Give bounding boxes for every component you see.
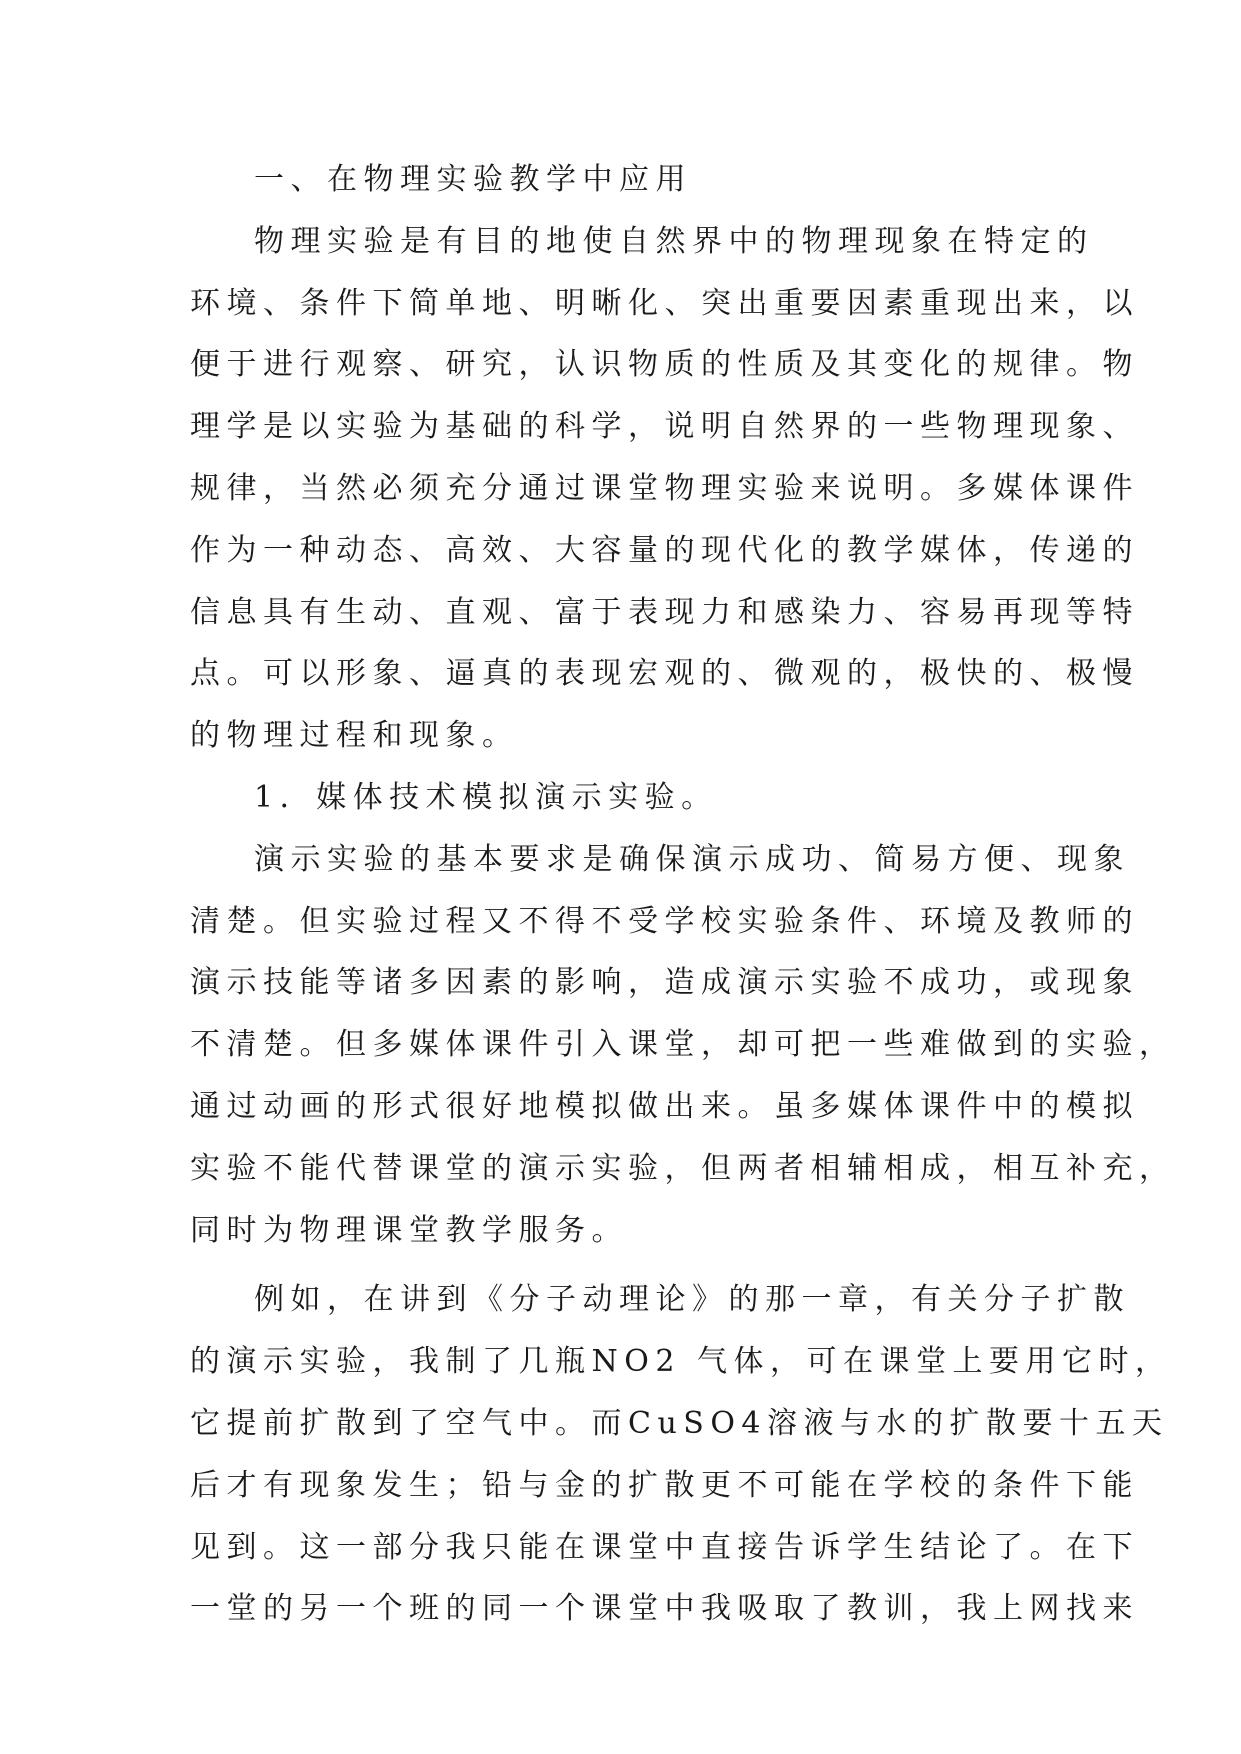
paragraph-line: 理学是以实验为基础的科学，说明自然界的一些物理现象、 <box>190 409 1139 445</box>
paragraph-line: 点。可以形象、逼真的表现宏观的、微观的，极快的、极慢 <box>190 656 1139 692</box>
paragraph-line: 见到。这一部分我只能在课堂中直接告诉学生结论了。在下 <box>190 1529 1139 1565</box>
paragraph-line: 的演示实验，我制了几瓶NO2 气体，可在课堂上要用它时， <box>190 1344 1172 1380</box>
paragraph-demo-experiment <box>190 840 1176 1273</box>
paragraph-line: 同时为物理课堂教学服务。 <box>190 1212 628 1248</box>
paragraph-gap <box>190 1272 1052 1280</box>
paragraph-line: 一堂的另一个班的同一个课堂中我吸取了教训，我上网找来 <box>190 1591 1139 1627</box>
paragraph-example <box>190 1280 1172 1651</box>
paragraph-physics-experiment <box>190 222 1139 778</box>
paragraph-line: 的物理过程和现象。 <box>190 718 519 754</box>
paragraph-line: 物理实验是有目的地使自然界中的物理现象在特定的 <box>254 223 1094 259</box>
section-heading: 一、在物理实验教学中应用 <box>254 162 692 197</box>
paragraph-line: 清楚。但实验过程又不得不受学校实验条件、环境及教师的 <box>190 903 1139 939</box>
paragraph-line: 演示技能等诸多因素的影响，造成演示实验不成功，或现象 <box>190 965 1139 1001</box>
paragraph-line: 环境、条件下简单地、明晰化、突出重要因素重现出来，以 <box>190 285 1139 321</box>
paragraph-line: 后才有现象发生；铅与金的扩散更不可能在学校的条件下能 <box>190 1467 1139 1503</box>
paragraph-line: 信息具有生动、直观、富于表现力和感染力、容易再现等特 <box>190 594 1139 630</box>
document-body <box>190 160 1176 1651</box>
paragraph-line: 不清楚。但多媒体课件引入课堂，却可把一些难做到的实验， <box>190 1027 1176 1063</box>
paragraph-line: 演示实验的基本要求是确保演示成功、简易方便、现象 <box>254 841 1130 877</box>
paragraph-line: 它提前扩散到了空气中。而CuSO4溶液与水的扩散要十五天 <box>190 1405 1169 1441</box>
paragraph-line: 例如，在讲到《分子动理论》的那一章，有关分子扩散 <box>254 1282 1130 1318</box>
paragraph-line: 作为一种动态、高效、大容量的现代化的教学媒体，传递的 <box>190 532 1139 568</box>
subsection-heading: 1．媒体技术模拟演示实验。 <box>254 779 718 815</box>
paragraph-line: 便于进行观察、研究，认识物质的性质及其变化的规律。物 <box>190 347 1139 383</box>
paragraph-line: 实验不能代替课堂的演示实验，但两者相辅相成，相互补充， <box>190 1150 1176 1186</box>
paragraph-line: 通过动画的形式很好地模拟做出来。虽多媒体课件中的模拟 <box>190 1088 1139 1124</box>
paragraph-line: 规律，当然必须充分通过课堂物理实验来说明。多媒体课件 <box>190 470 1139 506</box>
